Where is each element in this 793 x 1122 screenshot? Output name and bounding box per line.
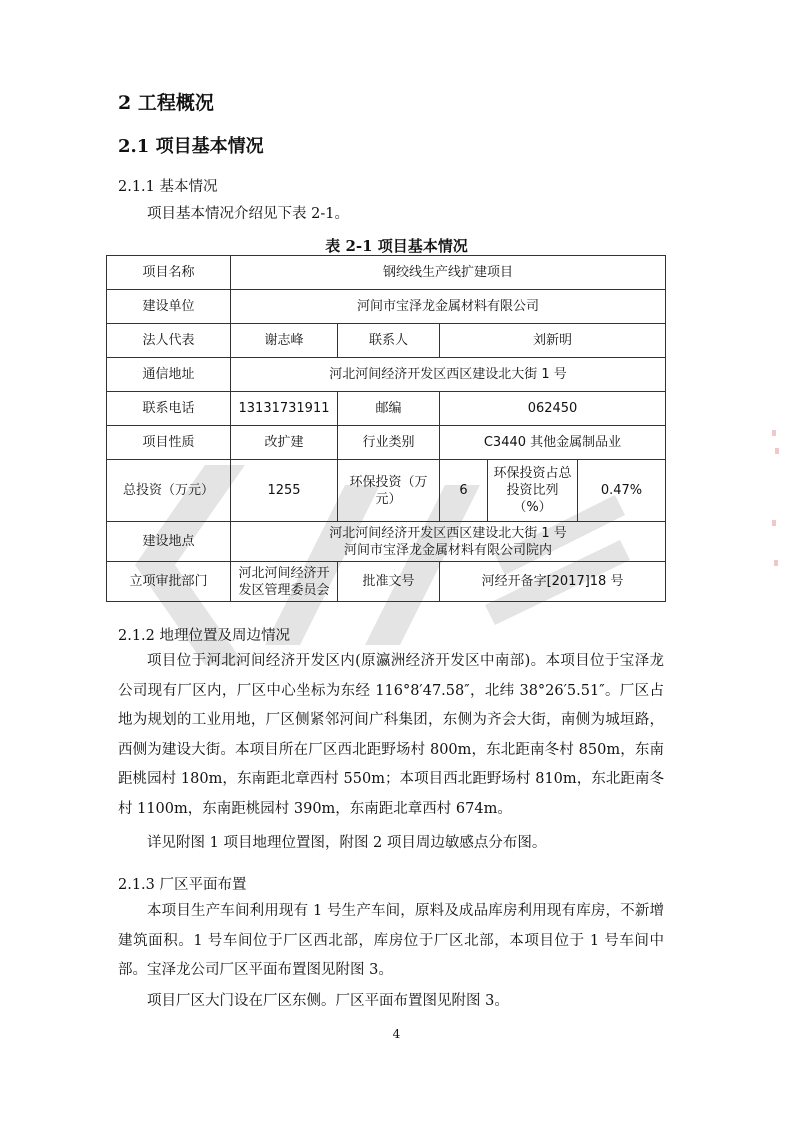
table-row [107,522,666,562]
table-row [107,392,666,426]
layout-paragraph: 本项目生产车间利用现有 1 号生产车间，原料及成品库房利用现有库房，不新增建筑面积。1 号车间位于厂区西北部，库房位于厂区北部，本项目位于 1 号车间中部。宝泽龙公司厂区平面布置图见附图 3。 [118,903,664,978]
edge-mark [774,560,778,566]
page-number: 4 [392,1027,401,1041]
cell-value: 刘新明 [440,324,666,358]
cell-value: 河间市宝泽龙金属材料有限公司 [231,290,666,324]
cell-label: 立项审批部门 [107,562,231,602]
edge-mark [775,448,779,454]
cell-label: 联系电话 [107,392,231,426]
cell-label: 环保投资占总投资比列（%） [488,460,578,522]
cell-label: 建设地点 [107,522,231,562]
cell-label: 法人代表 [107,324,231,358]
cell-value [231,522,666,562]
table-row [107,256,666,290]
cell-label: 环保投资（万元） [338,460,440,522]
section-heading: 2.1 项目基本情况 [118,136,264,157]
table-row [107,324,666,358]
cell-label: 总投资（万元） [107,460,231,522]
cell-value: 河北河间经济开发区西区建设北大街 1 号 [231,358,666,392]
subsection-heading-basic: 2.1.1 基本情况 [118,179,218,195]
cell-label: 通信地址 [107,358,231,392]
site-line-1: 河北河间经济开发区西区建设北大街 1 号 [329,525,567,541]
table-row [107,460,666,522]
cell-label: 建设单位 [107,290,231,324]
cell-label: 项目性质 [107,426,231,460]
gate-paragraph: 项目厂区大门设在厂区东侧。厂区平面布置图见附图 3。 [147,993,509,1009]
cell-label: 批准文号 [338,562,440,602]
subsection-heading-layout: 2.1.3 厂区平面布置 [118,877,247,893]
edge-mark [772,430,776,436]
cell-value: 13131731911 [231,392,338,426]
subsection-heading-location: 2.1.2 地理位置及周边情况 [118,628,291,644]
cell-value: 谢志峰 [231,324,338,358]
table-row [107,290,666,324]
table-row [107,358,666,392]
location-reference-paragraph: 详见附图 1 项目地理位置图，附图 2 项目周边敏感点分布图。 [147,835,547,851]
cell-value: 钢绞线生产线扩建项目 [231,256,666,290]
cell-value: 河经开备字[2017]18 号 [440,562,666,602]
table-caption: 表 2-1 项目基本情况 [325,237,468,255]
table-row [107,426,666,460]
cell-value: 6 [440,460,488,522]
site-line-2: 河间市宝泽龙金属材料有限公司院内 [344,542,553,558]
cell-value: C3440 其他金属制品业 [440,426,666,460]
intro-paragraph: 项目基本情况介绍见下表 2-1。 [147,206,349,222]
cell-value: 1255 [231,460,338,522]
cell-value: 河北河间经济开发区管理委员会 [231,562,338,602]
chapter-heading: 2 工程概况 [118,92,214,114]
cell-value: 062450 [440,392,666,426]
cell-label: 项目名称 [107,256,231,290]
location-paragraph: 项目位于河北河间经济开发区内(原瀛洲经济开发区中南部)。本项目位于宝泽龙公司现有厂区内，厂区中心坐标为东经 116°8′47.58″，北纬 38°26′5.51″。厂区占地为规划的工业用地，厂区侧紧邻河间广科集团，东侧为齐会大街，南侧为城垣路，西侧为建设大街。本项目所在厂区西北距野场村 800m，东北距南冬村 850m，东南距桃园村 180m，东南距北章西村 550m；本项目西北距野场村 810m，东北距南冬村 1100m，东南距桃园村 390m，东南距北章西村 674m。 [118,653,664,817]
table-row [107,562,666,602]
cell-value: 改扩建 [231,426,338,460]
cell-label: 邮编 [338,392,440,426]
edge-mark [772,520,776,526]
cell-value: 0.47% [578,460,666,522]
project-info-table [106,255,666,602]
cell-label: 联系人 [338,324,440,358]
cell-label: 行业类别 [338,426,440,460]
